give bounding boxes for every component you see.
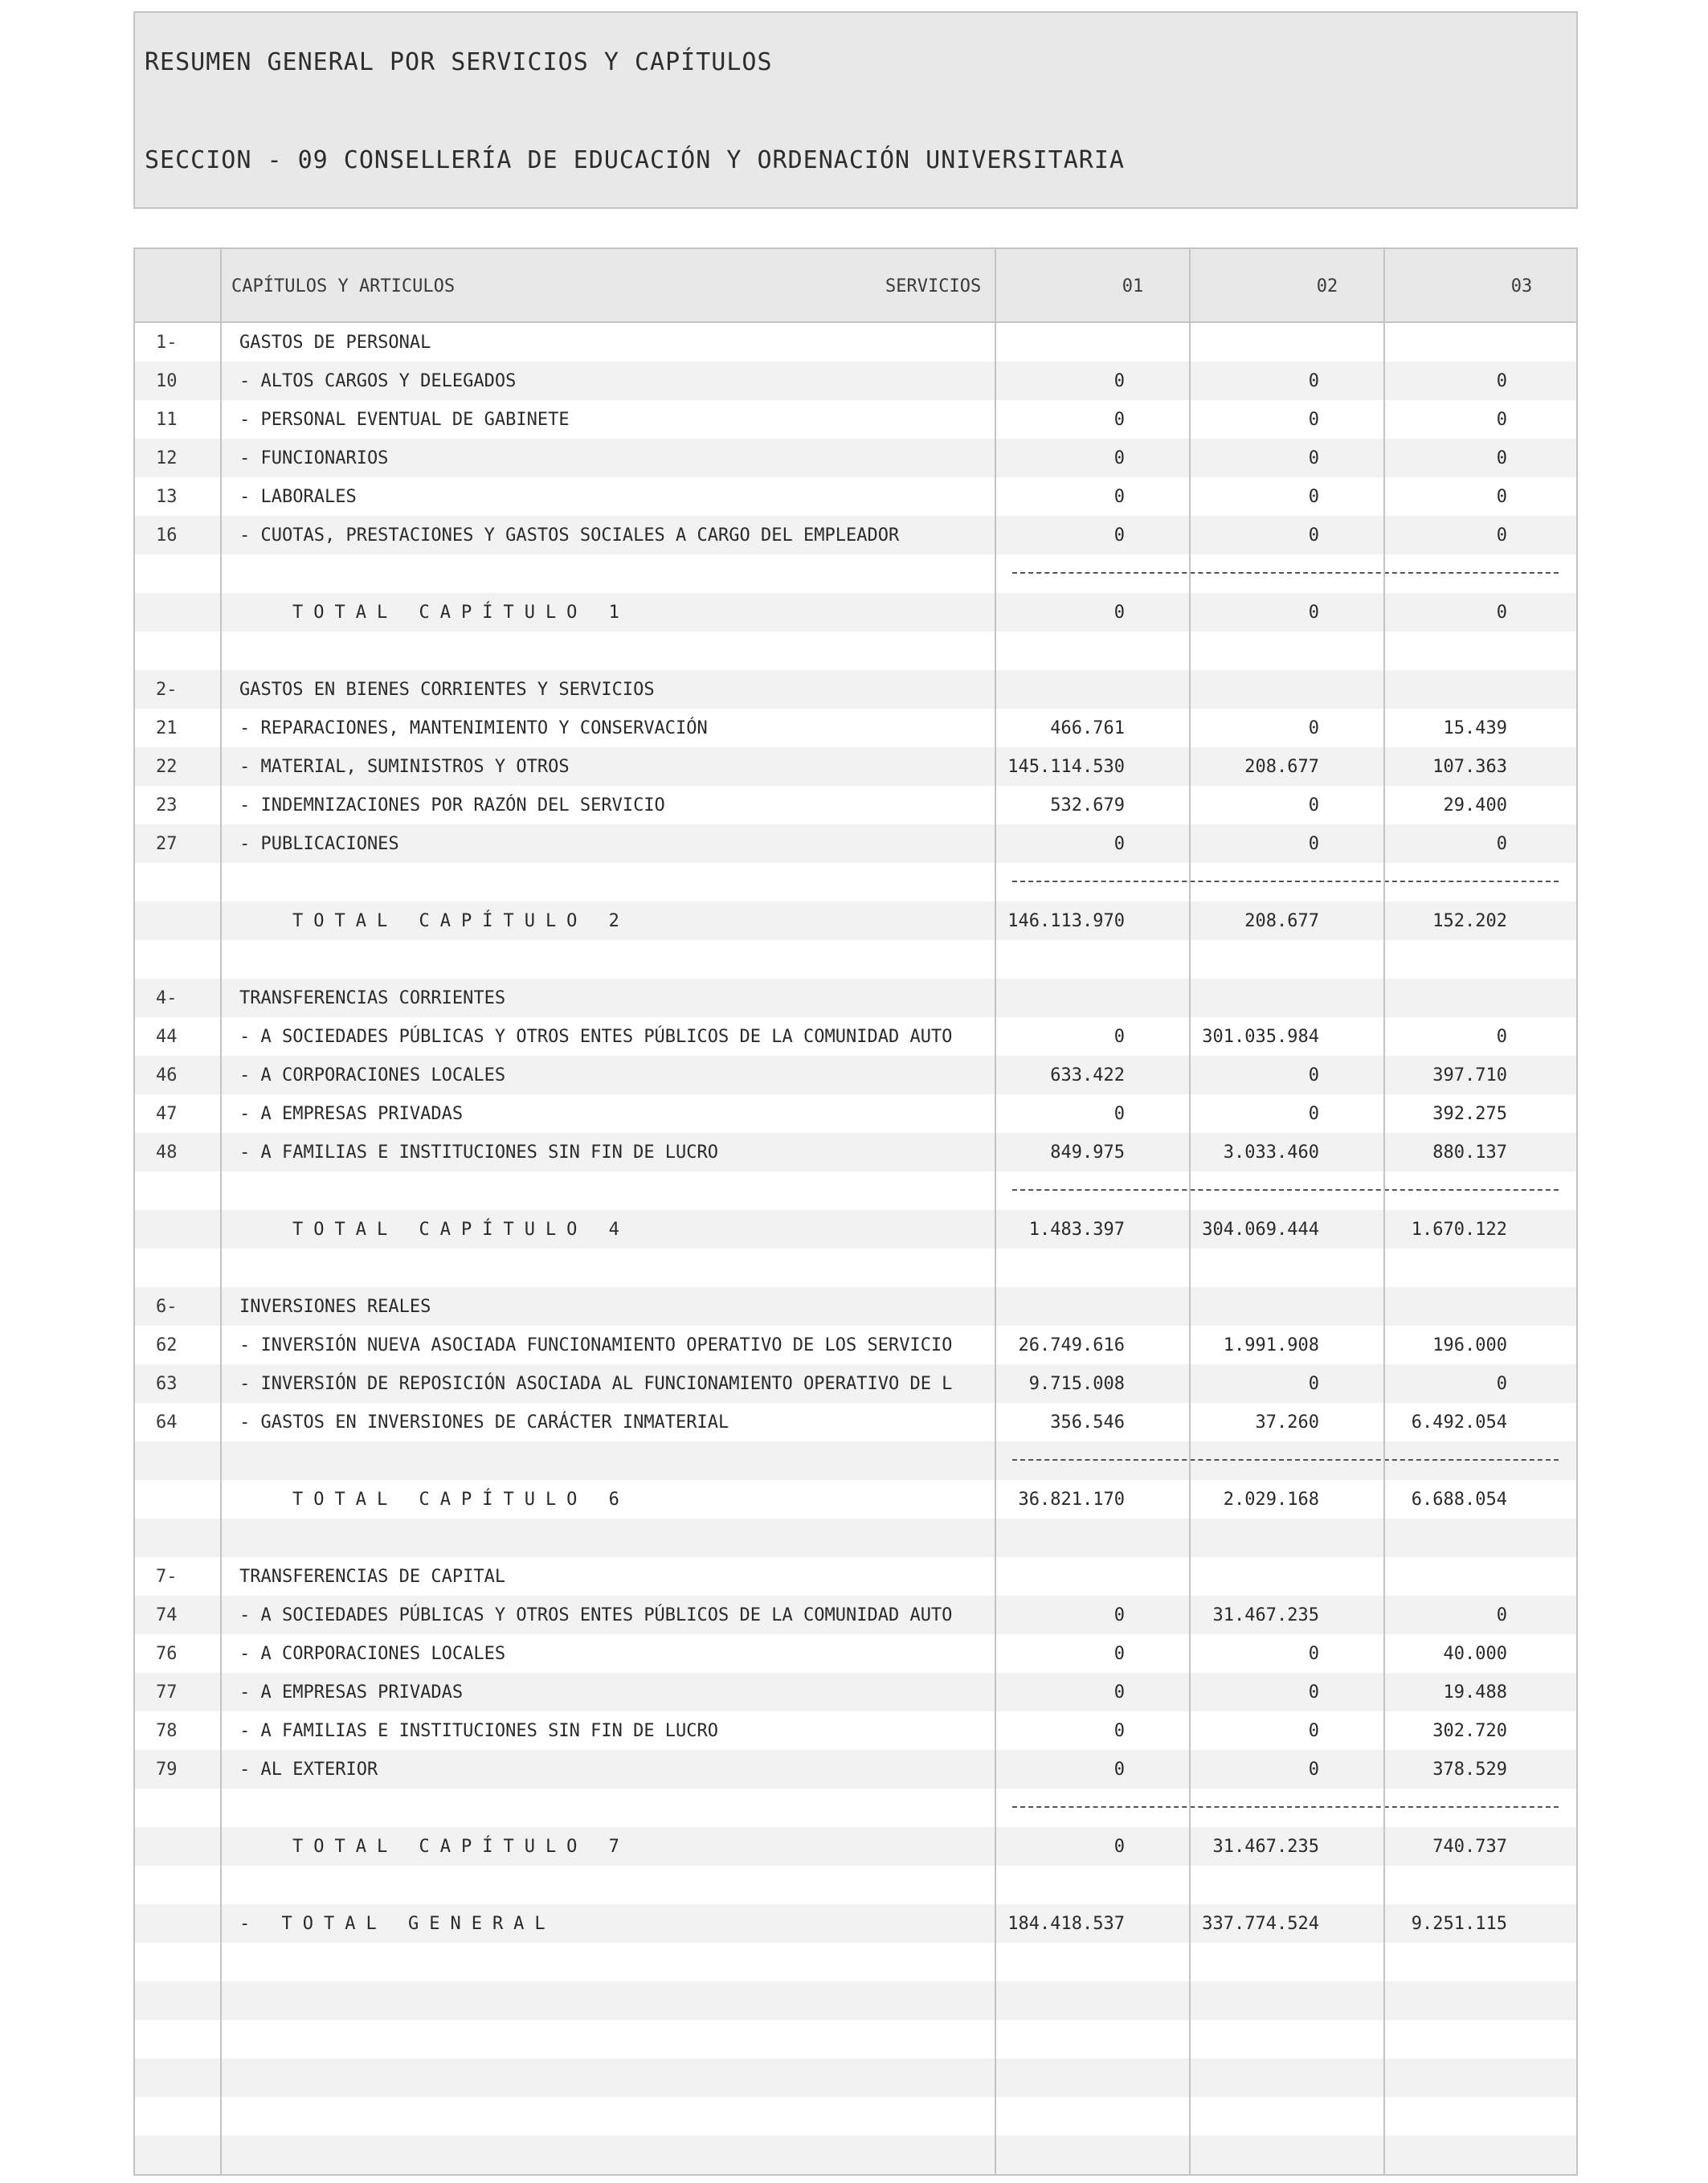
empty-row xyxy=(135,2020,1576,2058)
empty-row xyxy=(135,2097,1576,2136)
value-col-02: 1.991.908 xyxy=(1223,1335,1319,1355)
value-col-03: 0 xyxy=(1496,525,1507,546)
report-section: SECCION - 09 CONSELLERÍA DE EDUCACIÓN Y ORDENACIÓN UNIVERSITARIA xyxy=(145,146,1125,174)
value-col-03: 40.000 xyxy=(1443,1644,1507,1664)
value-col-03: 880.137 xyxy=(1432,1143,1507,1163)
row-label: TOTAL CAPÍTULO 7 xyxy=(292,1837,630,1857)
table-row xyxy=(135,709,1576,747)
row-label: - A CORPORACIONES LOCALES xyxy=(239,1644,506,1664)
value-col-03: 378.529 xyxy=(1432,1760,1507,1780)
dashed-separator xyxy=(1012,1189,1559,1191)
row-label: TOTAL CAPÍTULO 6 xyxy=(292,1490,630,1510)
row-label: - A EMPRESAS PRIVADAS xyxy=(239,1682,464,1703)
row-code: 74 xyxy=(156,1605,178,1625)
value-col-02: 0 xyxy=(1308,487,1319,507)
value-col-03: 9.251.115 xyxy=(1411,1914,1507,1934)
table-row xyxy=(135,439,1576,477)
table-row xyxy=(135,1326,1576,1364)
row-label: - INVERSIÓN DE REPOSICIÓN ASOCIADA AL FUNCIONAMIENTO OPERATIVO DE L xyxy=(239,1374,953,1394)
value-col-01: 0 xyxy=(1113,525,1125,546)
row-label: - GASTOS EN INVERSIONES DE CARÁCTER INMATERIAL xyxy=(239,1412,729,1433)
value-col-01: 145.114.530 xyxy=(1007,757,1125,777)
row-code: 47 xyxy=(156,1104,178,1124)
value-col-01: 184.418.537 xyxy=(1007,1914,1125,1934)
row-code: 2- xyxy=(156,680,178,700)
value-col-01: 146.113.970 xyxy=(1007,911,1125,931)
value-col-03: 0 xyxy=(1496,1374,1507,1394)
value-col-03: 0 xyxy=(1496,371,1507,391)
value-col-02: 0 xyxy=(1308,448,1319,468)
value-col-01: 0 xyxy=(1113,448,1125,468)
value-col-03: 107.363 xyxy=(1432,757,1507,777)
table-row xyxy=(135,400,1576,439)
table-row xyxy=(135,747,1576,786)
value-col-03: 196.000 xyxy=(1432,1335,1507,1355)
value-col-02: 0 xyxy=(1308,718,1319,738)
row-code: 11 xyxy=(156,410,178,430)
value-col-01: 36.821.170 xyxy=(1018,1490,1125,1510)
row-label: - ALTOS CARGOS Y DELEGADOS xyxy=(239,371,517,391)
value-col-02: 0 xyxy=(1308,795,1319,816)
value-col-01: 0 xyxy=(1113,371,1125,391)
value-col-02: 337.774.524 xyxy=(1202,1914,1319,1934)
value-col-02: 2.029.168 xyxy=(1223,1490,1319,1510)
value-col-01: 9.715.008 xyxy=(1028,1374,1125,1394)
row-label: - INVERSIÓN NUEVA ASOCIADA FUNCIONAMIENTO OPERATIVO DE LOS SERVICIO xyxy=(239,1335,953,1355)
row-code: 22 xyxy=(156,757,178,777)
value-col-01: 0 xyxy=(1113,1605,1125,1625)
value-col-01: 532.679 xyxy=(1050,795,1125,816)
table-row xyxy=(135,786,1576,824)
header-col-02: 02 xyxy=(1316,276,1338,296)
blank-row xyxy=(135,1866,1576,1904)
table-header xyxy=(135,249,1576,323)
row-label: - A EMPRESAS PRIVADAS xyxy=(239,1104,464,1124)
table-row xyxy=(135,1056,1576,1094)
value-col-03: 15.439 xyxy=(1443,718,1507,738)
value-col-03: 0 xyxy=(1496,487,1507,507)
chapter-row xyxy=(135,323,1576,362)
value-col-02: 37.260 xyxy=(1255,1412,1319,1433)
separator-row xyxy=(135,1789,1576,1827)
row-code: 27 xyxy=(156,834,178,854)
empty-row xyxy=(135,1981,1576,2020)
row-code: 64 xyxy=(156,1412,178,1433)
chapter-row xyxy=(135,979,1576,1017)
grand-total-row xyxy=(135,1904,1576,1943)
value-col-02: 0 xyxy=(1308,1721,1319,1741)
value-col-03: 0 xyxy=(1496,1605,1507,1625)
row-code: 44 xyxy=(156,1027,178,1047)
value-col-03: 6.688.054 xyxy=(1411,1490,1507,1510)
value-col-01: 0 xyxy=(1113,487,1125,507)
chapter-total-row xyxy=(135,901,1576,940)
row-label: GASTOS DE PERSONAL xyxy=(239,333,431,353)
value-col-01: 0 xyxy=(1113,603,1125,623)
value-col-03: 0 xyxy=(1496,410,1507,430)
table-row xyxy=(135,1596,1576,1634)
chapter-total-row xyxy=(135,593,1576,632)
value-col-03: 302.720 xyxy=(1432,1721,1507,1741)
row-label: - A FAMILIAS E INSTITUCIONES SIN FIN DE LUCRO xyxy=(239,1721,719,1741)
value-col-02: 0 xyxy=(1308,834,1319,854)
value-col-01: 0 xyxy=(1113,410,1125,430)
separator-row xyxy=(135,554,1576,593)
value-col-01: 0 xyxy=(1113,1721,1125,1741)
report-title: RESUMEN GENERAL POR SERVICIOS Y CAPÍTULOS xyxy=(145,48,773,76)
table-row xyxy=(135,1673,1576,1711)
table-row xyxy=(135,1403,1576,1441)
value-col-01: 0 xyxy=(1113,1682,1125,1703)
value-col-03: 29.400 xyxy=(1443,795,1507,816)
row-code: 16 xyxy=(156,525,178,546)
table-row xyxy=(135,1711,1576,1750)
value-col-01: 1.483.397 xyxy=(1028,1220,1125,1240)
value-col-02: 31.467.235 xyxy=(1212,1605,1319,1625)
value-col-03: 1.670.122 xyxy=(1411,1220,1507,1240)
value-col-03: 0 xyxy=(1496,834,1507,854)
row-code: 48 xyxy=(156,1143,178,1163)
table-row xyxy=(135,1017,1576,1056)
row-code: 76 xyxy=(156,1644,178,1664)
value-col-02: 208.677 xyxy=(1244,757,1319,777)
row-code: 77 xyxy=(156,1682,178,1703)
column-divider xyxy=(220,249,222,2174)
budget-table xyxy=(133,247,1578,2176)
value-col-03: 392.275 xyxy=(1432,1104,1507,1124)
dashed-separator xyxy=(1012,572,1559,574)
table-row xyxy=(135,824,1576,863)
row-label: - INDEMNIZACIONES POR RAZÓN DEL SERVICIO xyxy=(239,795,665,816)
row-code: 63 xyxy=(156,1374,178,1394)
value-col-02: 0 xyxy=(1308,1065,1319,1085)
row-label: TRANSFERENCIAS DE CAPITAL xyxy=(239,1567,506,1587)
header-col-03: 03 xyxy=(1510,276,1533,296)
blank-row xyxy=(135,1249,1576,1287)
value-col-02: 0 xyxy=(1308,525,1319,546)
header-servicios: SERVICIOS xyxy=(885,276,982,296)
chapter-row xyxy=(135,670,1576,709)
value-col-01: 26.749.616 xyxy=(1018,1335,1125,1355)
empty-row xyxy=(135,2136,1576,2174)
row-label: TOTAL CAPÍTULO 2 xyxy=(292,911,630,931)
separator-row xyxy=(135,863,1576,901)
separator-row xyxy=(135,1171,1576,1210)
chapter-total-row xyxy=(135,1827,1576,1866)
row-label: INVERSIONES REALES xyxy=(239,1297,431,1317)
chapter-row xyxy=(135,1287,1576,1326)
header-capitulos: CAPÍTULOS Y ARTICULOS xyxy=(231,276,456,296)
table-row xyxy=(135,1094,1576,1133)
value-col-01: 356.546 xyxy=(1050,1412,1125,1433)
row-label: TOTAL CAPÍTULO 4 xyxy=(292,1220,630,1240)
value-col-01: 0 xyxy=(1113,834,1125,854)
row-code: 78 xyxy=(156,1721,178,1741)
table-row xyxy=(135,477,1576,516)
report-header xyxy=(133,11,1578,209)
table-row xyxy=(135,362,1576,400)
row-label: - A CORPORACIONES LOCALES xyxy=(239,1065,506,1085)
value-col-03: 0 xyxy=(1496,603,1507,623)
value-col-02: 3.033.460 xyxy=(1223,1143,1319,1163)
row-label: - LABORALES xyxy=(239,487,357,507)
row-label: GASTOS EN BIENES CORRIENTES Y SERVICIOS xyxy=(239,680,655,700)
table-row xyxy=(135,1750,1576,1789)
row-code: 13 xyxy=(156,487,178,507)
dashed-separator xyxy=(1012,881,1559,882)
value-col-02: 31.467.235 xyxy=(1212,1837,1319,1857)
empty-row xyxy=(135,2058,1576,2097)
separator-row xyxy=(135,1441,1576,1480)
value-col-02: 0 xyxy=(1308,1644,1319,1664)
row-label: - PUBLICACIONES xyxy=(239,834,399,854)
row-label: TRANSFERENCIAS CORRIENTES xyxy=(239,988,506,1008)
row-label: - PERSONAL EVENTUAL DE GABINETE xyxy=(239,410,570,430)
column-divider xyxy=(995,249,996,2174)
row-label: - A FAMILIAS E INSTITUCIONES SIN FIN DE LUCRO xyxy=(239,1143,719,1163)
row-code: 12 xyxy=(156,448,178,468)
row-code: 10 xyxy=(156,371,178,391)
value-col-03: 740.737 xyxy=(1432,1837,1507,1857)
value-col-03: 152.202 xyxy=(1432,911,1507,931)
table-row xyxy=(135,1133,1576,1171)
row-label: - MATERIAL, SUMINISTROS Y OTROS xyxy=(239,757,570,777)
table-row xyxy=(135,1634,1576,1673)
value-col-02: 0 xyxy=(1308,1104,1319,1124)
value-col-01: 0 xyxy=(1113,1027,1125,1047)
value-col-02: 301.035.984 xyxy=(1202,1027,1319,1047)
dashed-separator xyxy=(1012,1806,1559,1808)
row-code: 4- xyxy=(156,988,178,1008)
row-label: - FUNCIONARIOS xyxy=(239,448,389,468)
value-col-02: 304.069.444 xyxy=(1202,1220,1319,1240)
row-code: 1- xyxy=(156,333,178,353)
row-code: 62 xyxy=(156,1335,178,1355)
row-code: 79 xyxy=(156,1760,178,1780)
value-col-03: 6.492.054 xyxy=(1411,1412,1507,1433)
row-code: 46 xyxy=(156,1065,178,1085)
column-divider xyxy=(1189,249,1191,2174)
row-code: 21 xyxy=(156,718,178,738)
value-col-03: 19.488 xyxy=(1443,1682,1507,1703)
row-label: - REPARACIONES, MANTENIMIENTO Y CONSERVACIÓN xyxy=(239,718,708,738)
row-code: 6- xyxy=(156,1297,178,1317)
blank-row xyxy=(135,1519,1576,1557)
value-col-01: 0 xyxy=(1113,1760,1125,1780)
empty-row xyxy=(135,1943,1576,1981)
row-label: - A SOCIEDADES PÚBLICAS Y OTROS ENTES PÚBLICOS DE LA COMUNIDAD AUTO xyxy=(239,1605,953,1625)
value-col-02: 0 xyxy=(1308,603,1319,623)
value-col-03: 0 xyxy=(1496,1027,1507,1047)
header-col-01: 01 xyxy=(1122,276,1144,296)
row-label: - AL EXTERIOR xyxy=(239,1760,378,1780)
blank-row xyxy=(135,632,1576,670)
value-col-01: 633.422 xyxy=(1050,1065,1125,1085)
chapter-total-row xyxy=(135,1210,1576,1249)
value-col-01: 0 xyxy=(1113,1837,1125,1857)
value-col-01: 466.761 xyxy=(1050,718,1125,738)
value-col-01: 0 xyxy=(1113,1644,1125,1664)
value-col-02: 0 xyxy=(1308,1760,1319,1780)
value-col-02: 0 xyxy=(1308,1682,1319,1703)
value-col-01: 0 xyxy=(1113,1104,1125,1124)
chapter-row xyxy=(135,1557,1576,1596)
row-label: - CUOTAS, PRESTACIONES Y GASTOS SOCIALES A CARGO DEL EMPLEADOR xyxy=(239,525,900,546)
row-code: 7- xyxy=(156,1567,178,1587)
value-col-02: 0 xyxy=(1308,371,1319,391)
value-col-01: 849.975 xyxy=(1050,1143,1125,1163)
chapter-total-row xyxy=(135,1480,1576,1519)
value-col-02: 0 xyxy=(1308,410,1319,430)
row-label: - TOTAL GENERAL xyxy=(239,1914,556,1934)
value-col-02: 0 xyxy=(1308,1374,1319,1394)
table-row xyxy=(135,1364,1576,1403)
value-col-02: 208.677 xyxy=(1244,911,1319,931)
row-code: 23 xyxy=(156,795,178,816)
value-col-03: 0 xyxy=(1496,448,1507,468)
dashed-separator xyxy=(1012,1459,1559,1461)
row-label: TOTAL CAPÍTULO 1 xyxy=(292,603,630,623)
blank-row xyxy=(135,940,1576,979)
row-label: - A SOCIEDADES PÚBLICAS Y OTROS ENTES PÚBLICOS DE LA COMUNIDAD AUTO xyxy=(239,1027,953,1047)
table-row xyxy=(135,516,1576,554)
column-divider xyxy=(1383,249,1385,2174)
value-col-03: 397.710 xyxy=(1432,1065,1507,1085)
